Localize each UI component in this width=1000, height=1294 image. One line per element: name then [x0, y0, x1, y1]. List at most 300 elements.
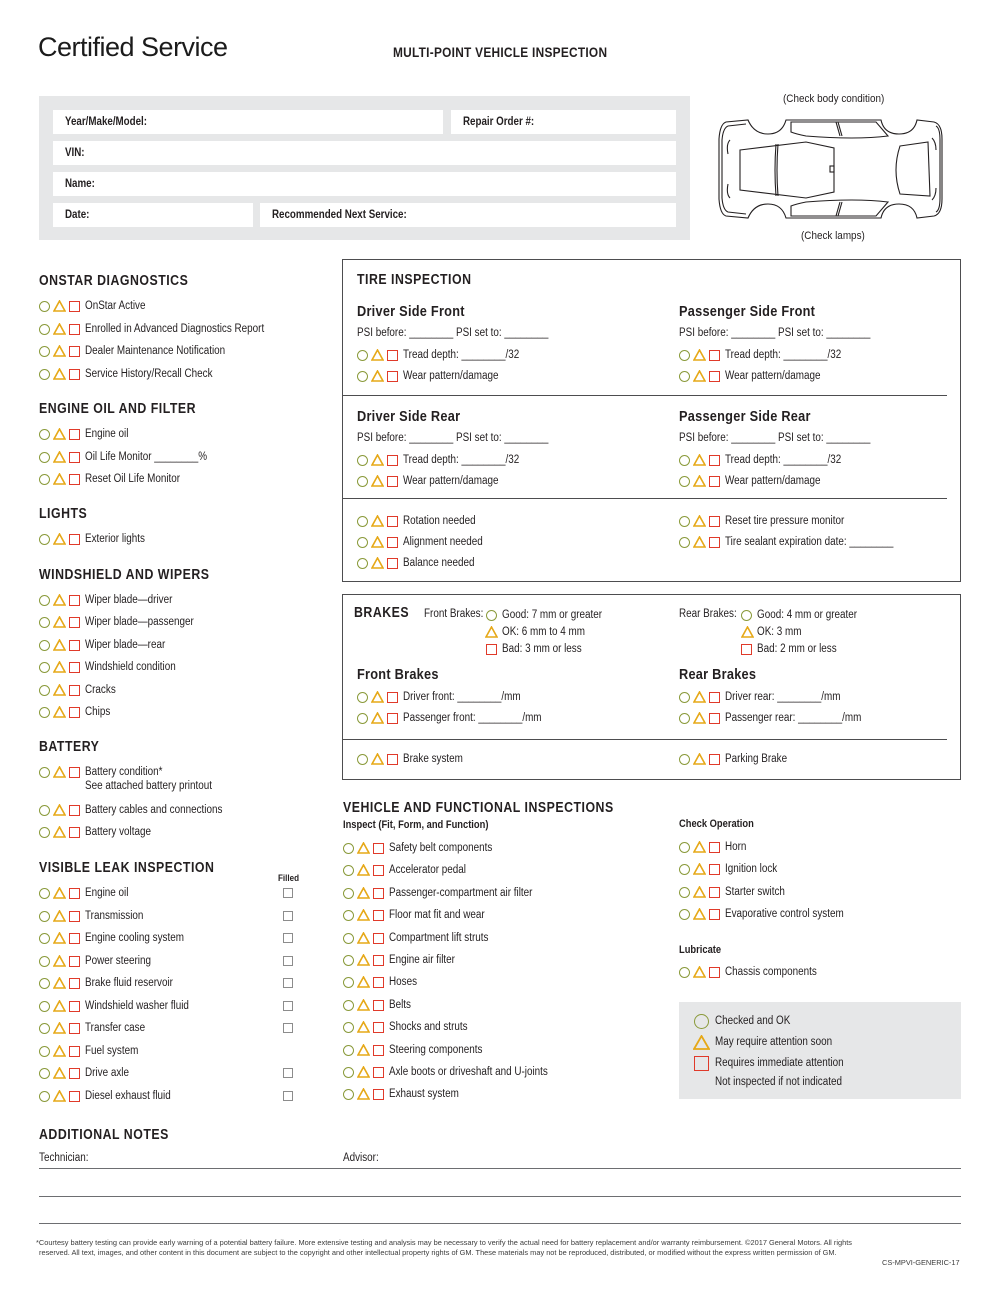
filled-checkbox[interactable]: [283, 956, 293, 966]
ok-circle-icon[interactable]: [679, 455, 690, 466]
status-icons[interactable]: [343, 1044, 384, 1056]
ok-circle-icon[interactable]: [343, 1089, 354, 1100]
immediate-square-icon[interactable]: [69, 301, 80, 312]
immediate-square-icon[interactable]: [69, 767, 80, 778]
status-icons[interactable]: [679, 475, 720, 487]
filled-checkbox[interactable]: [283, 978, 293, 988]
checklist-row-onstar: [39, 343, 248, 359]
attention-triangle-icon[interactable]: [53, 706, 66, 718]
attention-triangle-icon[interactable]: [53, 1090, 66, 1102]
status-icons[interactable]: [679, 753, 720, 765]
ok-circle-icon[interactable]: [679, 537, 690, 548]
attention-triangle-icon[interactable]: [371, 691, 384, 703]
ok-circle-icon[interactable]: [39, 346, 50, 357]
attention-triangle-icon[interactable]: [53, 1000, 66, 1012]
status-icons[interactable]: [343, 1088, 384, 1100]
immediate-square-icon[interactable]: [709, 887, 720, 898]
ok-circle-icon[interactable]: [39, 827, 50, 838]
status-icons[interactable]: [343, 842, 384, 854]
immediate-square-icon[interactable]: [387, 692, 398, 703]
immediate-square-icon[interactable]: [387, 371, 398, 382]
status-icons[interactable]: [679, 863, 720, 875]
car-diagram-icon[interactable]: [716, 114, 944, 224]
attention-triangle-icon[interactable]: [53, 804, 66, 816]
attention-triangle-icon[interactable]: [53, 533, 66, 545]
notes-line-1[interactable]: [39, 1168, 961, 1169]
status-icons[interactable]: [39, 932, 80, 944]
status-icons[interactable]: [679, 515, 720, 527]
immediate-square-icon[interactable]: [69, 911, 80, 922]
attention-triangle-icon[interactable]: [53, 955, 66, 967]
immediate-square-icon[interactable]: [709, 864, 720, 875]
ok-circle-icon[interactable]: [39, 1001, 50, 1012]
attention-triangle-icon[interactable]: [693, 863, 706, 875]
status-icons[interactable]: [39, 345, 80, 357]
ok-circle-icon[interactable]: [39, 452, 50, 463]
ok-circle-icon[interactable]: [679, 887, 690, 898]
status-icons[interactable]: [39, 804, 80, 816]
ok-circle-icon[interactable]: [39, 1091, 50, 1102]
status-icons[interactable]: [343, 932, 384, 944]
ok-circle-icon[interactable]: [39, 534, 50, 545]
check-operation-heading: Check Operation: [679, 818, 754, 830]
attention-triangle-icon[interactable]: [53, 473, 66, 485]
ok-circle-icon[interactable]: [39, 978, 50, 989]
status-icons[interactable]: [39, 473, 80, 485]
attention-triangle-icon[interactable]: [53, 323, 66, 335]
attention-triangle-icon[interactable]: [53, 594, 66, 606]
immediate-square-icon[interactable]: [69, 1068, 80, 1079]
immediate-square-icon[interactable]: [69, 474, 80, 485]
ok-circle-icon[interactable]: [39, 369, 50, 380]
attention-triangle-icon[interactable]: [371, 515, 384, 527]
ok-circle-icon[interactable]: [357, 558, 368, 569]
status-icons[interactable]: [39, 428, 80, 440]
status-icons[interactable]: [357, 753, 398, 765]
psi-line[interactable]: PSI before: ________ PSI set to: ________: [357, 327, 549, 339]
immediate-square-icon[interactable]: [387, 713, 398, 724]
ok-circle-icon[interactable]: [39, 685, 50, 696]
status-icons[interactable]: [679, 454, 720, 466]
ok-circle-icon[interactable]: [39, 324, 50, 335]
attention-triangle-icon[interactable]: [357, 999, 370, 1011]
status-icons[interactable]: [357, 370, 398, 382]
year-make-model-field[interactable]: Year/Make/Model:: [53, 110, 443, 134]
immediate-square-icon[interactable]: [709, 350, 720, 361]
ok-circle-icon[interactable]: [343, 910, 354, 921]
ok-circle-icon[interactable]: [343, 955, 354, 966]
attention-triangle-icon[interactable]: [693, 475, 706, 487]
attention-triangle-icon[interactable]: [53, 451, 66, 463]
ok-circle-icon[interactable]: [39, 301, 50, 312]
status-icons[interactable]: [39, 639, 80, 651]
ok-circle-icon[interactable]: [357, 516, 368, 527]
immediate-square-icon[interactable]: [69, 1001, 80, 1012]
attention-triangle-icon[interactable]: [357, 1066, 370, 1078]
immediate-square-icon[interactable]: [69, 707, 80, 718]
attention-triangle-icon[interactable]: [357, 887, 370, 899]
immediate-square-icon[interactable]: [373, 977, 384, 988]
immediate-square-icon[interactable]: [69, 595, 80, 606]
ok-circle-icon[interactable]: [343, 843, 354, 854]
immediate-square-icon[interactable]: [69, 1091, 80, 1102]
filled-checkbox[interactable]: [283, 911, 293, 921]
immediate-square-icon[interactable]: [387, 558, 398, 569]
ok-circle-icon[interactable]: [679, 516, 690, 527]
attention-triangle-icon[interactable]: [371, 454, 384, 466]
attention-triangle-icon[interactable]: [693, 841, 706, 853]
status-icons[interactable]: [39, 977, 80, 989]
ok-circle-icon[interactable]: [679, 754, 690, 765]
immediate-square-icon[interactable]: [709, 909, 720, 920]
immediate-square-icon[interactable]: [709, 842, 720, 853]
immediate-square-icon[interactable]: [69, 534, 80, 545]
attention-triangle-icon[interactable]: [53, 932, 66, 944]
status-icons[interactable]: [357, 475, 398, 487]
status-icons[interactable]: [357, 454, 398, 466]
status-icons[interactable]: [39, 323, 80, 335]
filled-checkbox[interactable]: [283, 888, 293, 898]
immediate-square-icon[interactable]: [709, 537, 720, 548]
immediate-square-icon[interactable]: [69, 429, 80, 440]
immediate-square-icon[interactable]: [373, 1089, 384, 1100]
functional-heading: VEHICLE AND FUNCTIONAL INSPECTIONS: [343, 800, 614, 816]
attention-triangle-icon[interactable]: [357, 842, 370, 854]
status-icons[interactable]: [39, 1045, 80, 1057]
ok-circle-icon[interactable]: [343, 1045, 354, 1056]
ok-circle-icon[interactable]: [343, 1000, 354, 1011]
attention-triangle-icon[interactable]: [693, 712, 706, 724]
immediate-square-icon[interactable]: [69, 933, 80, 944]
filled-checkbox[interactable]: [283, 1068, 293, 1078]
attention-triangle-icon[interactable]: [693, 691, 706, 703]
ok-circle-icon[interactable]: [357, 754, 368, 765]
status-icons[interactable]: [343, 909, 384, 921]
immediate-square-icon[interactable]: [69, 617, 80, 628]
immediate-square-icon[interactable]: [373, 1000, 384, 1011]
attention-triangle-icon[interactable]: [693, 753, 706, 765]
attention-triangle-icon[interactable]: [693, 886, 706, 898]
legend-text: Requires immediate attention: [715, 1057, 844, 1069]
status-icons[interactable]: [679, 886, 720, 898]
status-icons[interactable]: [39, 594, 80, 606]
attention-triangle-icon[interactable]: [357, 1021, 370, 1033]
ok-circle-icon[interactable]: [39, 595, 50, 606]
ok-circle-icon[interactable]: [679, 476, 690, 487]
ok-circle-icon[interactable]: [679, 713, 690, 724]
notes-line-2[interactable]: [39, 1196, 961, 1197]
filled-checkbox[interactable]: [283, 933, 293, 943]
attention-triangle-icon[interactable]: [53, 639, 66, 651]
immediate-square-icon[interactable]: [387, 350, 398, 361]
filled-checkbox[interactable]: [283, 1023, 293, 1033]
immediate-square-icon[interactable]: [69, 1023, 80, 1034]
immediate-square-icon[interactable]: [373, 955, 384, 966]
ok-circle-icon[interactable]: [357, 455, 368, 466]
item-label: Hoses: [389, 976, 418, 988]
status-icons[interactable]: [357, 557, 398, 569]
status-icons[interactable]: [39, 826, 80, 838]
attention-triangle-icon[interactable]: [371, 753, 384, 765]
attention-triangle-icon[interactable]: [693, 536, 706, 548]
status-icons[interactable]: [39, 955, 80, 967]
immediate-square-icon[interactable]: [709, 371, 720, 382]
ok-circle-icon[interactable]: [343, 1067, 354, 1078]
status-icons[interactable]: [39, 533, 80, 545]
status-icons[interactable]: [357, 536, 398, 548]
ok-circle-icon[interactable]: [39, 933, 50, 944]
notes-line-3[interactable]: [39, 1223, 961, 1224]
name-field[interactable]: Name:: [53, 172, 676, 196]
attention-triangle-icon[interactable]: [371, 712, 384, 724]
ok-circle-icon[interactable]: [679, 967, 690, 978]
status-icons[interactable]: [39, 300, 80, 312]
attention-triangle-icon[interactable]: [693, 515, 706, 527]
attention-triangle-icon[interactable]: [693, 349, 706, 361]
checklist-row-onstar: [39, 321, 293, 337]
attention-triangle-icon[interactable]: [357, 954, 370, 966]
attention-triangle-icon[interactable]: [53, 1045, 66, 1057]
attention-triangle-icon[interactable]: [371, 557, 384, 569]
immediate-square-icon[interactable]: [373, 843, 384, 854]
attention-triangle-icon[interactable]: [53, 661, 66, 673]
ok-circle-icon[interactable]: [39, 474, 50, 485]
status-icons[interactable]: [39, 368, 80, 380]
status-icons[interactable]: [343, 954, 384, 966]
ok-circle-icon[interactable]: [39, 617, 50, 628]
ok-circle-icon[interactable]: [343, 888, 354, 899]
status-icons[interactable]: [39, 1067, 80, 1079]
ok-circle-icon[interactable]: [343, 865, 354, 876]
ok-circle-icon[interactable]: [39, 640, 50, 651]
status-icons[interactable]: [679, 691, 720, 703]
immediate-square-icon[interactable]: [69, 978, 80, 989]
ok-circle-icon[interactable]: [343, 977, 354, 988]
attention-triangle-icon[interactable]: [53, 1022, 66, 1034]
attention-triangle-icon[interactable]: [53, 910, 66, 922]
immediate-square-icon[interactable]: [69, 888, 80, 899]
immediate-square-icon[interactable]: [69, 827, 80, 838]
ok-circle-icon[interactable]: [357, 537, 368, 548]
status-icons[interactable]: [39, 1022, 80, 1034]
status-icons[interactable]: [679, 908, 720, 920]
immediate-square-icon[interactable]: [709, 516, 720, 527]
immediate-square-icon[interactable]: [69, 346, 80, 357]
attention-triangle-icon[interactable]: [357, 1088, 370, 1100]
immediate-square-icon[interactable]: [387, 754, 398, 765]
front-spec-label: Front Brakes:: [424, 608, 484, 620]
ok-circle-icon[interactable]: [39, 1046, 50, 1057]
immediate-square-icon[interactable]: [373, 1067, 384, 1078]
ok-circle-icon[interactable]: [39, 888, 50, 899]
ok-circle-icon[interactable]: [343, 1022, 354, 1033]
checklist-row-functional: [343, 997, 415, 1013]
item-label: Service History/Recall Check: [85, 368, 213, 380]
status-icons[interactable]: [39, 887, 80, 899]
item-label: Starter switch: [725, 886, 785, 898]
immediate-square-icon[interactable]: [387, 516, 398, 527]
immediate-square-icon[interactable]: [69, 452, 80, 463]
immediate-square-icon[interactable]: [69, 324, 80, 335]
item-label: Drive axle: [85, 1067, 129, 1079]
immediate-square-icon[interactable]: [373, 1022, 384, 1033]
ok-circle-icon[interactable]: [39, 805, 50, 816]
ok-circle-icon[interactable]: [357, 350, 368, 361]
attention-triangle-icon[interactable]: [357, 976, 370, 988]
status-icons[interactable]: [679, 536, 720, 548]
status-icons[interactable]: [39, 766, 80, 778]
item-label: Brake fluid reservoir: [85, 977, 173, 989]
ok-circle-icon[interactable]: [39, 911, 50, 922]
repair-order-field[interactable]: Repair Order #:: [451, 110, 676, 134]
attention-triangle-icon[interactable]: [53, 1067, 66, 1079]
attention-triangle-icon[interactable]: [371, 349, 384, 361]
ok-circle-icon[interactable]: [679, 350, 690, 361]
immediate-square-icon[interactable]: [387, 476, 398, 487]
status-icons[interactable]: [343, 1021, 384, 1033]
filled-checkbox[interactable]: [283, 1001, 293, 1011]
status-icons[interactable]: [357, 349, 398, 361]
status-icons[interactable]: [39, 661, 80, 673]
immediate-square-icon[interactable]: [387, 537, 398, 548]
attention-triangle-icon[interactable]: [53, 300, 66, 312]
attention-triangle-icon[interactable]: [371, 475, 384, 487]
attention-triangle-icon[interactable]: [357, 864, 370, 876]
attention-triangle-icon[interactable]: [53, 766, 66, 778]
status-icons[interactable]: [39, 616, 80, 628]
immediate-square-icon[interactable]: [69, 685, 80, 696]
status-icons[interactable]: [343, 887, 384, 899]
immediate-square-icon[interactable]: [709, 455, 720, 466]
front-brakes-heading: Front Brakes: [357, 666, 439, 683]
legend-box: [679, 1002, 961, 1099]
status-icons[interactable]: [679, 349, 720, 361]
attention-triangle-icon[interactable]: [53, 887, 66, 899]
immediate-square-icon[interactable]: [69, 662, 80, 673]
attention-triangle-icon[interactable]: [53, 345, 66, 357]
attention-triangle-icon[interactable]: [693, 908, 706, 920]
status-icons[interactable]: [39, 1000, 80, 1012]
immediate-square-icon[interactable]: [373, 1045, 384, 1056]
item-label: Power steering: [85, 955, 151, 967]
immediate-square-icon[interactable]: [69, 369, 80, 380]
ok-circle-icon[interactable]: [679, 909, 690, 920]
ok-circle-icon[interactable]: [357, 692, 368, 703]
immediate-square-icon[interactable]: [373, 933, 384, 944]
status-icons[interactable]: [39, 706, 80, 718]
immediate-square-icon[interactable]: [69, 1046, 80, 1057]
immediate-square-icon[interactable]: [373, 888, 384, 899]
status-icons[interactable]: [679, 712, 720, 724]
ok-circle-icon[interactable]: [39, 662, 50, 673]
psi-line[interactable]: PSI before: ________ PSI set to: ________: [679, 327, 871, 339]
technician-label: Technician:: [39, 1152, 89, 1164]
immediate-square-icon[interactable]: [387, 455, 398, 466]
attention-triangle-icon[interactable]: [357, 909, 370, 921]
immediate-square-icon[interactable]: [69, 805, 80, 816]
attention-triangle-icon[interactable]: [693, 454, 706, 466]
psi-line[interactable]: PSI before: ________ PSI set to: ________: [357, 432, 549, 444]
checklist-row-functional: [343, 974, 422, 990]
filled-checkbox[interactable]: [283, 1091, 293, 1101]
attention-triangle-icon[interactable]: [371, 370, 384, 382]
ok-circle-icon[interactable]: [679, 842, 690, 853]
status-icons[interactable]: [39, 451, 80, 463]
immediate-square-icon[interactable]: [373, 910, 384, 921]
attention-triangle-icon[interactable]: [357, 932, 370, 944]
attention-triangle-icon[interactable]: [53, 826, 66, 838]
attention-triangle-icon[interactable]: [53, 977, 66, 989]
status-icons[interactable]: [343, 976, 384, 988]
item-label: Tread depth: ________/32: [403, 454, 520, 466]
ok-circle-icon[interactable]: [343, 933, 354, 944]
ok-circle-icon[interactable]: [39, 956, 50, 967]
ok-circle-icon[interactable]: [357, 371, 368, 382]
ok-circle-icon[interactable]: [39, 1023, 50, 1034]
item-label: Passenger-compartment air filter: [389, 887, 533, 899]
status-icons[interactable]: [39, 1090, 80, 1102]
item-label: Engine oil: [85, 428, 129, 440]
ok-circle-icon[interactable]: [39, 707, 50, 718]
status-icons[interactable]: [357, 712, 398, 724]
attention-triangle-icon[interactable]: [371, 536, 384, 548]
immediate-square-icon[interactable]: [709, 967, 720, 978]
ok-circle-icon[interactable]: [39, 1068, 50, 1079]
ok-circle-icon: [694, 1014, 709, 1029]
status-icons[interactable]: [39, 910, 80, 922]
immediate-square-icon[interactable]: [709, 476, 720, 487]
next-service-field[interactable]: Recommended Next Service:: [260, 203, 676, 227]
vin-field[interactable]: VIN:: [53, 141, 676, 165]
status-icons[interactable]: [679, 966, 720, 978]
attention-triangle-icon[interactable]: [693, 966, 706, 978]
ok-circle-icon[interactable]: [357, 713, 368, 724]
status-icons[interactable]: [343, 999, 384, 1011]
status-icons[interactable]: [343, 864, 384, 876]
psi-line[interactable]: PSI before: ________ PSI set to: ________: [679, 432, 871, 444]
item-label: Wear pattern/damage: [403, 475, 499, 487]
status-icons[interactable]: [39, 684, 80, 696]
status-icons[interactable]: [357, 515, 398, 527]
attention-triangle-icon[interactable]: [53, 368, 66, 380]
leak-heading: VISIBLE LEAK INSPECTION: [39, 860, 215, 876]
item-label: Passenger rear: ________/mm: [725, 712, 862, 724]
immediate-square-icon[interactable]: [709, 692, 720, 703]
ok-circle-icon[interactable]: [679, 371, 690, 382]
ok-circle-icon[interactable]: [39, 429, 50, 440]
ok-circle-icon[interactable]: [39, 767, 50, 778]
attention-triangle-icon[interactable]: [53, 616, 66, 628]
attention-triangle-icon[interactable]: [357, 1044, 370, 1056]
ok-circle-icon[interactable]: [679, 864, 690, 875]
status-icons[interactable]: [343, 1066, 384, 1078]
immediate-square-icon[interactable]: [373, 865, 384, 876]
checklist-row-wear-pattern: [357, 368, 514, 384]
immediate-square-icon[interactable]: [69, 640, 80, 651]
immediate-square-icon[interactable]: [69, 956, 80, 967]
status-icons[interactable]: [679, 370, 720, 382]
ok-circle-icon[interactable]: [679, 692, 690, 703]
status-icons[interactable]: [679, 841, 720, 853]
immediate-square-icon[interactable]: [709, 754, 720, 765]
ok-circle-icon[interactable]: [357, 476, 368, 487]
attention-triangle-icon[interactable]: [693, 370, 706, 382]
attention-triangle-icon[interactable]: [53, 428, 66, 440]
status-icons[interactable]: [357, 691, 398, 703]
attention-triangle-icon[interactable]: [53, 684, 66, 696]
date-field[interactable]: Date:: [53, 203, 253, 227]
immediate-square-icon[interactable]: [709, 713, 720, 724]
